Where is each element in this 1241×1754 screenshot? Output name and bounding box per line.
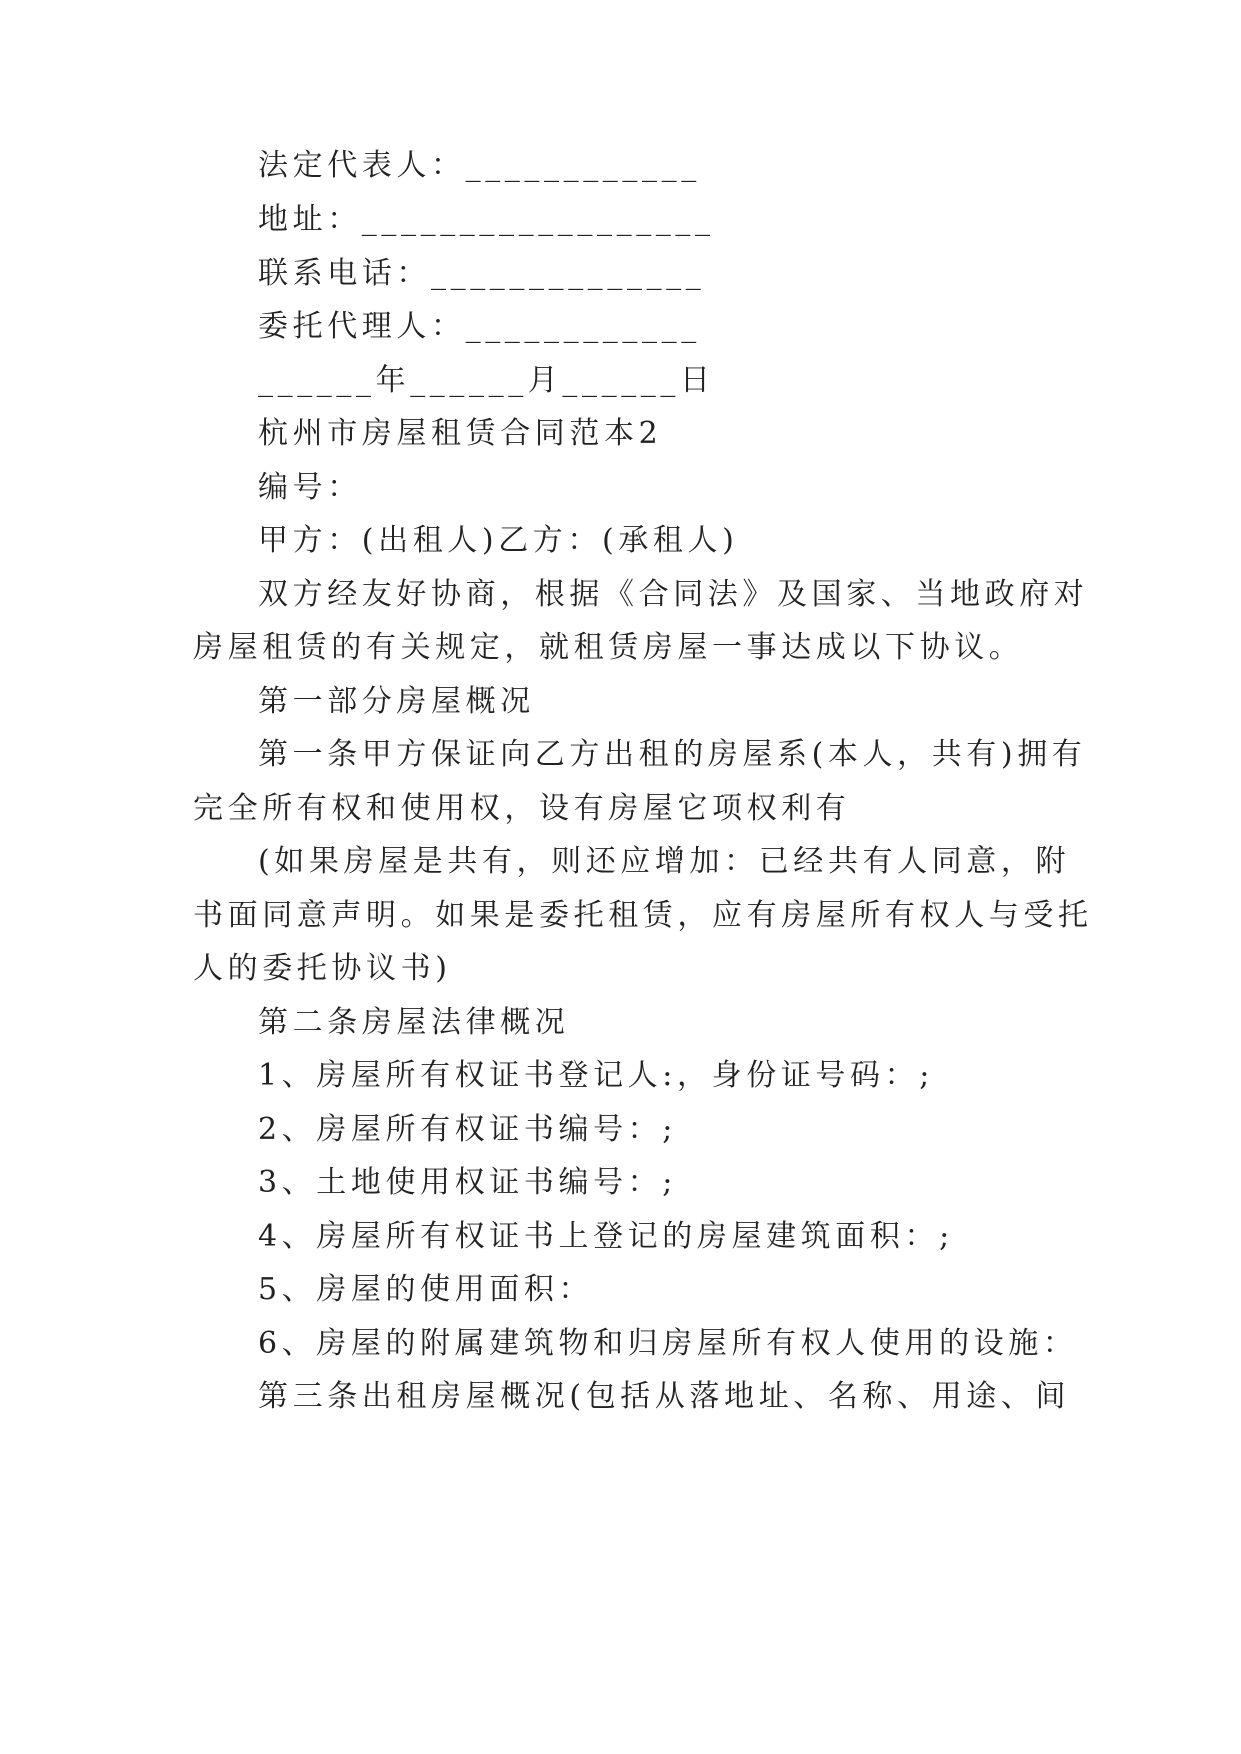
- legal-item-4: 4、房屋所有权证书上登记的房屋建筑面积：;: [258, 1219, 954, 1254]
- legal-item-6: 6、房屋的附属建筑物和归房屋所有权人使用的设施：: [258, 1326, 1078, 1361]
- phone-line: 联系电话：______________: [258, 256, 706, 291]
- parties-line: 甲方：(出租人)乙方：(承租人): [258, 523, 739, 558]
- article-one-line-1: 第一条甲方保证向乙方出租的房屋系(本人，共有)拥有: [258, 737, 1087, 772]
- co-ownership-note-line-2: 书面同意声明。如果是委托租赁，应有房屋所有权人与受托: [193, 898, 1093, 933]
- address-line: 地址：__________________: [258, 202, 715, 237]
- agent-line: 委托代理人：____________: [258, 309, 701, 344]
- legal-item-1: 1、房屋所有权证书登记人:，身份证号码：;: [258, 1058, 934, 1093]
- date-line: ______年______月______日: [258, 363, 715, 398]
- contract-title: 杭州市房屋租赁合同范本2: [258, 416, 663, 451]
- legal-item-2: 2、房屋所有权证书编号：;: [258, 1112, 677, 1147]
- article-three-line-1: 第三条出租房屋概况(包括从落地址、名称、用途、间: [258, 1379, 1071, 1414]
- legal-representative-line: 法定代表人：____________: [258, 148, 701, 183]
- intro-paragraph-line-2: 房屋租赁的有关规定，就租赁房屋一事达成以下协议。: [193, 630, 1024, 665]
- article-two-heading: 第二条房屋法律概况: [258, 1005, 570, 1040]
- legal-item-3: 3、土地使用权证书编号：;: [258, 1165, 677, 1200]
- intro-paragraph-line-1: 双方经友好协商，根据《合同法》及国家、当地政府对: [258, 577, 1089, 612]
- legal-item-5: 5、房屋的使用面积：: [258, 1272, 594, 1307]
- part-one-heading: 第一部分房屋概况: [258, 684, 535, 719]
- co-ownership-note-line-3: 人的委托协议书): [193, 951, 452, 986]
- co-ownership-note-line-1: (如果房屋是共有，则还应增加：已经共有人同意，附: [258, 844, 1071, 879]
- number-line: 编号：: [258, 470, 362, 505]
- article-one-line-2: 完全所有权和使用权，设有房屋它项权利有: [193, 791, 851, 826]
